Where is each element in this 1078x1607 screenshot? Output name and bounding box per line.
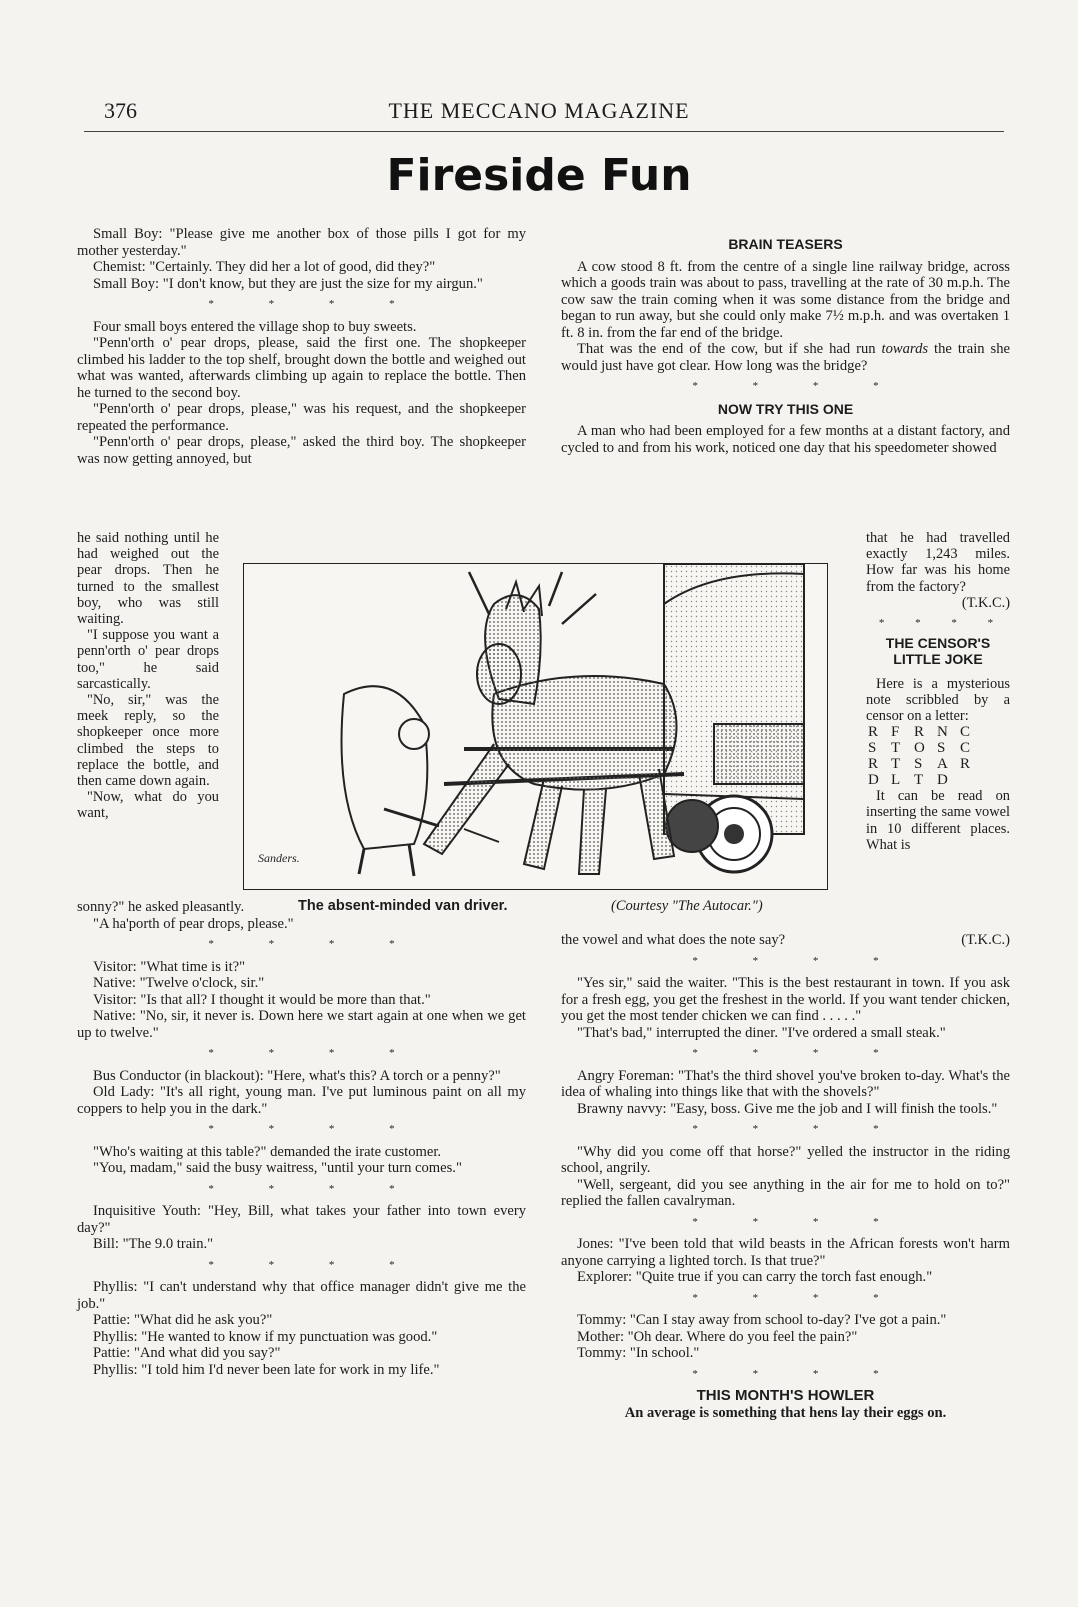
page-title: Fireside Fun [386,150,692,201]
howler-text: An average is something that hens lay their eggs on. [624,1404,947,1421]
artist-signature: Sanders. [258,851,300,865]
joke-text: "Well, sergeant, did you see anything in the air for me to hold on to?" replied the fallen cavalryman. [561,1176,1010,1209]
left-narrow-column [77,530,219,822]
right-column-bottom [561,932,1010,1421]
joke-text: sonny?" he asked pleasantly. [77,899,245,915]
separator-stars: * * * * [692,954,905,967]
joke-text: Explorer: "Quite true if you can carry the torch fast enough." [577,1269,933,1285]
joke-text: Phyllis: "He wanted to know if my punctuation was good." [93,1328,438,1345]
joke-text: "That's bad," interrupted the diner. "I've ordered a small steak." [577,1024,946,1041]
joke-text: Small Boy: "I don't know, but they are just the size for my airgun." [93,275,483,292]
separator-stars: * * * * [208,938,421,950]
section-heading: BRAIN TEASERS [728,236,843,252]
joke-text: Old Lady: "It's all right, young man. I've put luminous paint on all my coppers to help you in the dark." [77,1084,526,1117]
page-number: 376 [104,98,137,123]
joke-text: Bill: "The 9.0 train." [93,1236,214,1252]
separator-stars: * * * * [208,1182,421,1195]
joke-text: Small Boy: "Please give me another box of those pills I got for my mother yesterday." [77,226,526,259]
section-heading: THIS MONTH'S HOWLER [696,1387,875,1404]
joke-text: "Penn'orth o' pear drops, please," asked the third boy. The shopkeeper was now getting annoyed, but [77,434,526,467]
joke-text: "Yes sir," said the waiter. "This is the best restaurant in town. If you ask for a fresh egg, you get the freshest in the world. If you want tender chicken, you get the most tender chicken we can find . . . . ." [561,975,1010,1024]
joke-text: Brawny navvy: "Easy, boss. Give me the job and I will finish the tools." [577,1100,998,1117]
joke-text: "Penn'orth o' pear drops, please," was his request, and the shopkeeper repeated the performance. [77,401,526,434]
puzzle-text: A cow stood 8 ft. from the centre of a single line railway bridge, across which a goods train was about to pass, travelling at the rate of 30 m.p.h. The cow saw the train coming when it was some distance from the bridge and began to run away, but she could only make 7½ m.p.h. and was overtaken 1 ft. 8 in. from the far end of the bridge. [561,258,1010,341]
joke-text: Pattie: "And what did you say?" [93,1345,281,1361]
joke-text: Bus Conductor (in blackout): "Here, what's this? A torch or a penny?" [93,1067,501,1084]
joke-text: he said nothing until he had weighed out the pear drops. Then he turned to the smallest boy, who was still waiting. [77,530,219,628]
joke-text: Native: "Twelve o'clock, sir." [93,975,265,991]
cartoon-illustration [243,563,828,890]
puzzle-text: Here is a mysterious note scribbled by a censor on a letter: [866,675,1010,725]
joke-text: "No, sir," was the meek reply, so the shopkeeper once more climbed the steps to replace the bottle, and then came down again. [77,692,219,790]
separator-stars: * * * * [692,1367,905,1380]
cartoon-caption: The absent-minded van driver. [298,898,508,914]
joke-text: "Penn'orth o' pear drops, please, said the first one. The shopkeeper climbed his ladder to the top shelf, brought down the bottle and weighed out what was wanted, afterwards climbing up again to replace the bottle. Then he turned to the second boy. [77,335,526,401]
separator-stars: * * * * [692,1123,905,1135]
puzzle-text: That was the end of the cow, but if she had run towards the train she would just have got clear. How long was the bridge? [561,341,1010,374]
puzzle-text: A man who had been employed for a few months at a distant factory, and cycled to and from his work, noticed one day that his speedometer showed [561,423,1010,456]
right-column-top [561,234,1010,456]
grid-row: D L T D [868,772,948,789]
puzzle-text: the vowel and what does the note say? (T.K.C.) [561,932,1010,948]
grid-row: R T S A R [868,756,971,773]
grid-row: R F R N C [868,724,971,741]
separator-stars: * * * * [208,1123,421,1135]
right-narrow-column [866,530,1010,853]
section-heading: THE CENSOR'S LITTLE JOKE [885,635,991,668]
howler-section [561,1388,1010,1421]
grid-row: S T O S C [868,740,971,757]
joke-text: "Who's waiting at this table?" demanded the irate customer. [93,1143,442,1160]
puzzle-text: It can be read on inserting the same vowel in 10 different places. What is [866,788,1010,853]
separator-stars: * * * * [208,298,421,310]
puzzle-text: that he had travelled exactly 1,243 miles. How far was his home from the factory? [866,530,1010,595]
section-heading: NOW TRY THIS ONE [717,400,854,417]
joke-text: Visitor: "Is that all? I thought it would be more than that." [93,991,431,1008]
joke-text: "Now, what do you want, [77,789,219,822]
censor-letter-grid [868,724,1010,788]
joke-text: Inquisitive Youth: "Hey, Bill, what takes your father into town every day?" [77,1203,526,1236]
cartoon-credit: (Courtesy "The Autocar.") [611,898,763,914]
horse-van-cartoon [244,564,827,889]
driver [342,686,428,849]
van-body [664,564,804,834]
left-column-top [77,226,526,467]
joke-text: Mother: "Oh dear. Where do you feel the pain?" [577,1328,858,1345]
joke-text: Angry Foreman: "That's the third shovel you've broken to-day. What's the idea of whaling into things like that with the shovels?" [561,1067,1010,1100]
joke-text: Four small boys entered the village shop to buy sweets. [93,318,417,335]
joke-text: Chemist: "Certainly. They did her a lot of good, did they?" [93,259,436,275]
separator-stars: * * * * [208,1047,421,1059]
joke-text: Jones: "I've been told that wild beasts in the African forests won't harm anyone carrying a lighted torch. Is that true?" [561,1236,1010,1269]
joke-text: Tommy: "In school." [577,1345,700,1361]
joke-text: Phyllis: "I can't understand why that office manager didn't give me the job." [77,1279,526,1312]
puzzle-credit: (T.K.C.) [961,594,1010,611]
joke-text: "You, madam," said the busy waitress, "until your turn comes." [93,1160,462,1176]
left-column-bottom [77,899,526,1378]
header-rule [84,131,1004,132]
separator-stars: * * * * [692,1047,905,1059]
joke-text: Native: "No, sir, it never is. Down here we start again at one when we get up to twelve." [77,1008,526,1041]
separator-stars: * * * * [692,380,905,392]
joke-text: "I suppose you want a penn'orth o' pear drops too," he said sarcastically. [77,627,219,692]
joke-text: Visitor: "What time is it?" [93,958,246,975]
separator-stars: * * * * [208,1258,421,1271]
joke-text: "Why did you come off that horse?" yelled the instructor in the riding school, angrily. [561,1143,1010,1176]
separator-stars: * * * * [878,617,1008,630]
separator-stars: * * * * [692,1215,905,1228]
joke-text: Pattie: "What did he ask you?" [93,1312,273,1328]
joke-text: "A ha'porth of pear drops, please." [93,915,294,932]
joke-text: Phyllis: "I told him I'd never been late for work in my life." [93,1361,440,1378]
running-header: THE MECCANO MAGAZINE [388,98,690,123]
separator-stars: * * * * [692,1291,905,1304]
joke-text: Tommy: "Can I stay away from school to-day? I've got a pain." [577,1312,947,1328]
